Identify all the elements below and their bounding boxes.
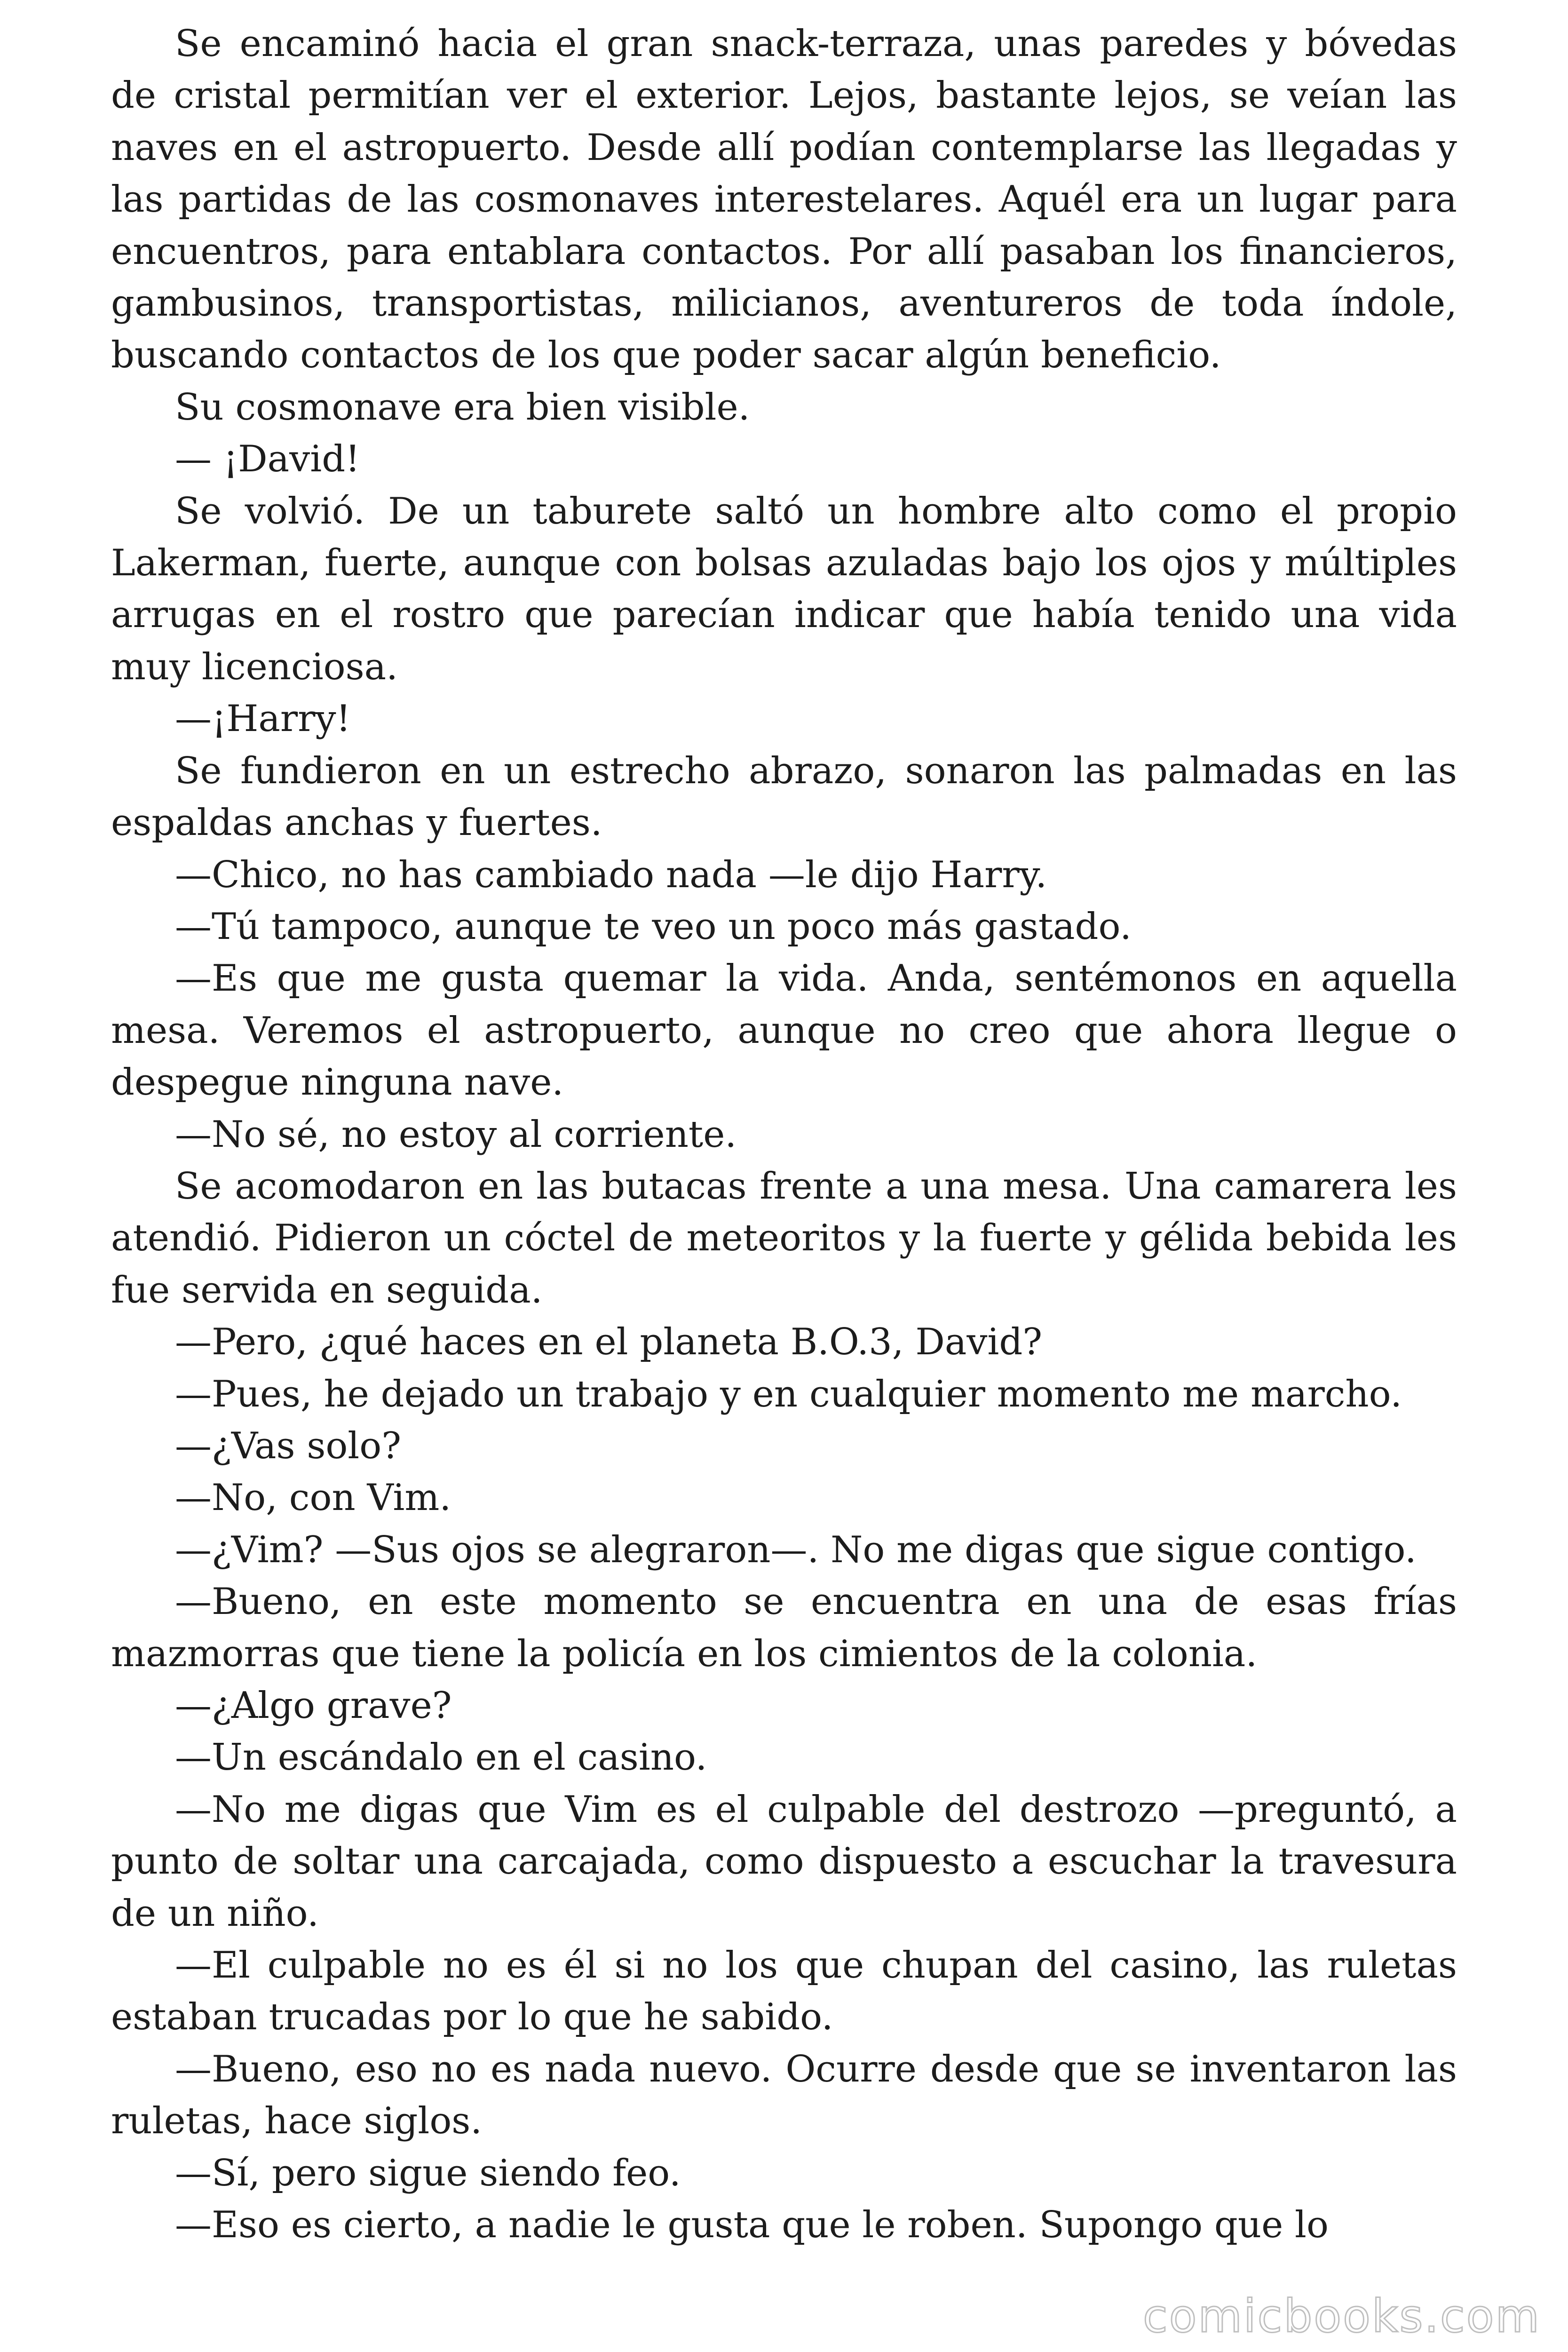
paragraph: Se fundieron en un estrecho abrazo, sonaron las palmadas en las espaldas anchas y fuertes. xyxy=(111,749,1457,844)
watermark-logo: comicbooks.com xyxy=(1142,2290,1541,2343)
paragraph: Su cosmonave era bien visible. xyxy=(175,386,750,429)
paragraph: —No, con Vim. xyxy=(175,1477,451,1519)
paragraph: —¿Algo grave? xyxy=(175,1685,452,1727)
paragraph: Se encaminó hacia el gran snack-terraza, unas paredes y bóvedas de cristal permitían ver el exterior. Lejos, bastante lejos, se veían las naves en el astropuerto. Desde allí podían contemplarse las llegadas y las partidas de las cosmonaves interestelares. Aquél era un lugar para encuentros, para entablara contactos. Por allí pasaban los financieros, gambusinos, transportistas, milicianos, aventureros de toda índole, buscando contactos de los que poder sacar algún beneficio. xyxy=(111,23,1457,377)
paragraph: —Pero, ¿qué haces en el planeta B.O.3, David? xyxy=(175,1321,1043,1364)
paragraph: — ¡David! xyxy=(175,438,360,481)
paragraph: Se acomodaron en las butacas frente a una mesa. Una camarera les atendió. Pidieron un cóctel de meteoritos y la fuerte y gélida bebida les fue servida en seguida. xyxy=(111,1165,1457,1311)
paragraph: —No sé, no estoy al corriente. xyxy=(175,1113,737,1156)
paragraph: —No me digas que Vim es el culpable del destrozo —preguntó, a punto de soltar una carcajada, como dispuesto a escuchar la travesura de un niño. xyxy=(111,1788,1457,1935)
paragraph: —Un escándalo en el casino. xyxy=(175,1736,707,1779)
book-page-text xyxy=(111,18,1457,2251)
paragraph: —Chico, no has cambiado nada —le dijo Harry. xyxy=(175,853,1047,896)
paragraph: —Eso es cierto, a nadie le gusta que le roben. Supongo que lo xyxy=(175,2204,1329,2247)
paragraph: —Bueno, eso no es nada nuevo. Ocurre desde que se inventaron las ruletas, hace siglos. xyxy=(111,2048,1457,2143)
paragraph: —Tú tampoco, aunque te veo un poco más gastado. xyxy=(175,905,1132,948)
paragraph: —Es que me gusta quemar la vida. Anda, sentémonos en aquella mesa. Veremos el astropuerto, aunque no creo que ahora llegue o despegue ninguna nave. xyxy=(111,957,1457,1104)
paragraph: —Bueno, en este momento se encuentra en una de esas frías mazmorras que tiene la policía en los cimientos de la colonia. xyxy=(111,1581,1457,1675)
paragraph: —Sí, pero sigue siendo feo. xyxy=(175,2152,681,2194)
paragraph: —¡Harry! xyxy=(175,698,351,740)
paragraph: —El culpable no es él si no los que chupan del casino, las ruletas estaban trucadas por lo que he sabido. xyxy=(111,1944,1457,2039)
paragraph: —Pues, he dejado un trabajo y en cualquier momento me marcho. xyxy=(175,1373,1402,1415)
paragraph: —¿Vim? —Sus ojos se alegraron—. No me digas que sigue contigo. xyxy=(175,1528,1417,1571)
paragraph: Se volvió. De un taburete saltó un hombre alto como el propio Lakerman, fuerte, aunque con bolsas azuladas bajo los ojos y múltiples arrugas en el rostro que parecían indicar que había tenido una vida muy licenciosa. xyxy=(111,490,1457,688)
paragraph: —¿Vas solo? xyxy=(175,1424,402,1467)
